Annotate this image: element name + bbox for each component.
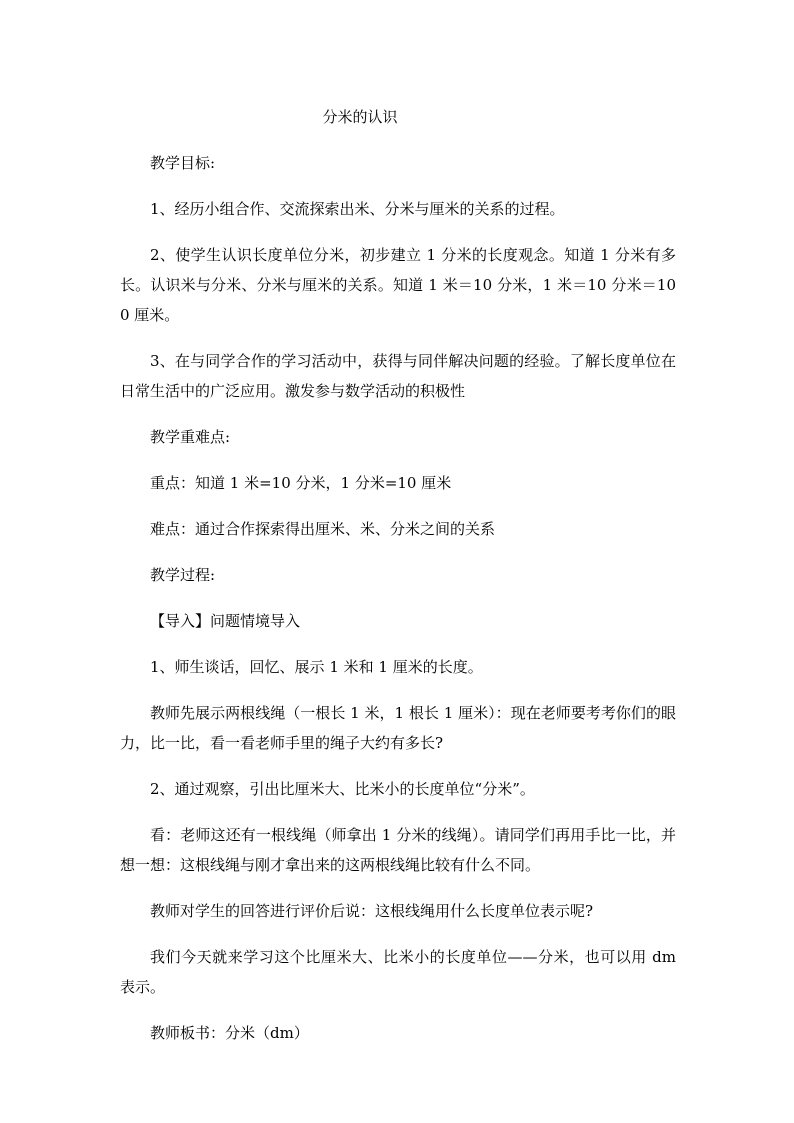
objective-3: 3、在与同学合作的学习活动中，获得与同伴解决问题的经验。了解长度单位在日常生活中的广泛应用。激发参与数学活动的积极性 xyxy=(120,352,676,400)
section-heading-key-points: 教学重难点: xyxy=(150,428,231,446)
blackboard-note: 教师板书：分米（dm） xyxy=(150,1024,309,1042)
section-heading-objectives: 教学目标: xyxy=(150,154,216,172)
difficult-point: 难点：通过合作探索得出厘米、米、分米之间的关系 xyxy=(150,520,496,538)
objective-1: 1、经历小组合作、交流探索出米、分米与厘米的关系的过程。 xyxy=(150,200,565,218)
process-paragraph: 看：老师这还有一根线绳（师拿出 1 分米的线绳）。请同学们再用手比一比，并想一想：这根线绳与刚才拿出来的这两根线绳比较有什么不同。 xyxy=(120,826,676,874)
process-step-1: 1、师生谈话，回忆、展示 1 米和 1 厘米的长度。 xyxy=(150,658,483,676)
document-title: 分米的认识 xyxy=(322,108,398,126)
process-paragraph: 我们今天就来学习这个比厘米大、比米小的长度单位——分米，也可以用 dm 表示。 xyxy=(120,948,676,996)
process-paragraph: 教师对学生的回答进行评价后说：这根线绳用什么长度单位表示呢? xyxy=(150,902,594,920)
process-step-2: 2、通过观察，引出比厘米大、比米小的长度单位“分米”。 xyxy=(150,780,535,798)
section-heading-process: 教学过程: xyxy=(150,566,216,584)
key-point: 重点：知道 1 米=10 分米，1 分米=10 厘米 xyxy=(150,474,452,492)
process-intro-heading: 【导入】问题情境导入 xyxy=(150,612,301,630)
objective-2: 2、使学生认识长度单位分米，初步建立 1 分米的长度观念。知道 1 分米有多长。认识米与分米、分米与厘米的关系。知道 1 米＝10 分米，1 米＝10 分米＝100 厘米。 xyxy=(120,246,676,324)
process-paragraph: 教师先展示两根线绳（一根长 1 米，1 根长 1 厘米）：现在老师要考考你们的眼力，比一比，看一看老师手里的绳子大约有多长? xyxy=(120,704,676,752)
document-body xyxy=(120,148,676,1064)
